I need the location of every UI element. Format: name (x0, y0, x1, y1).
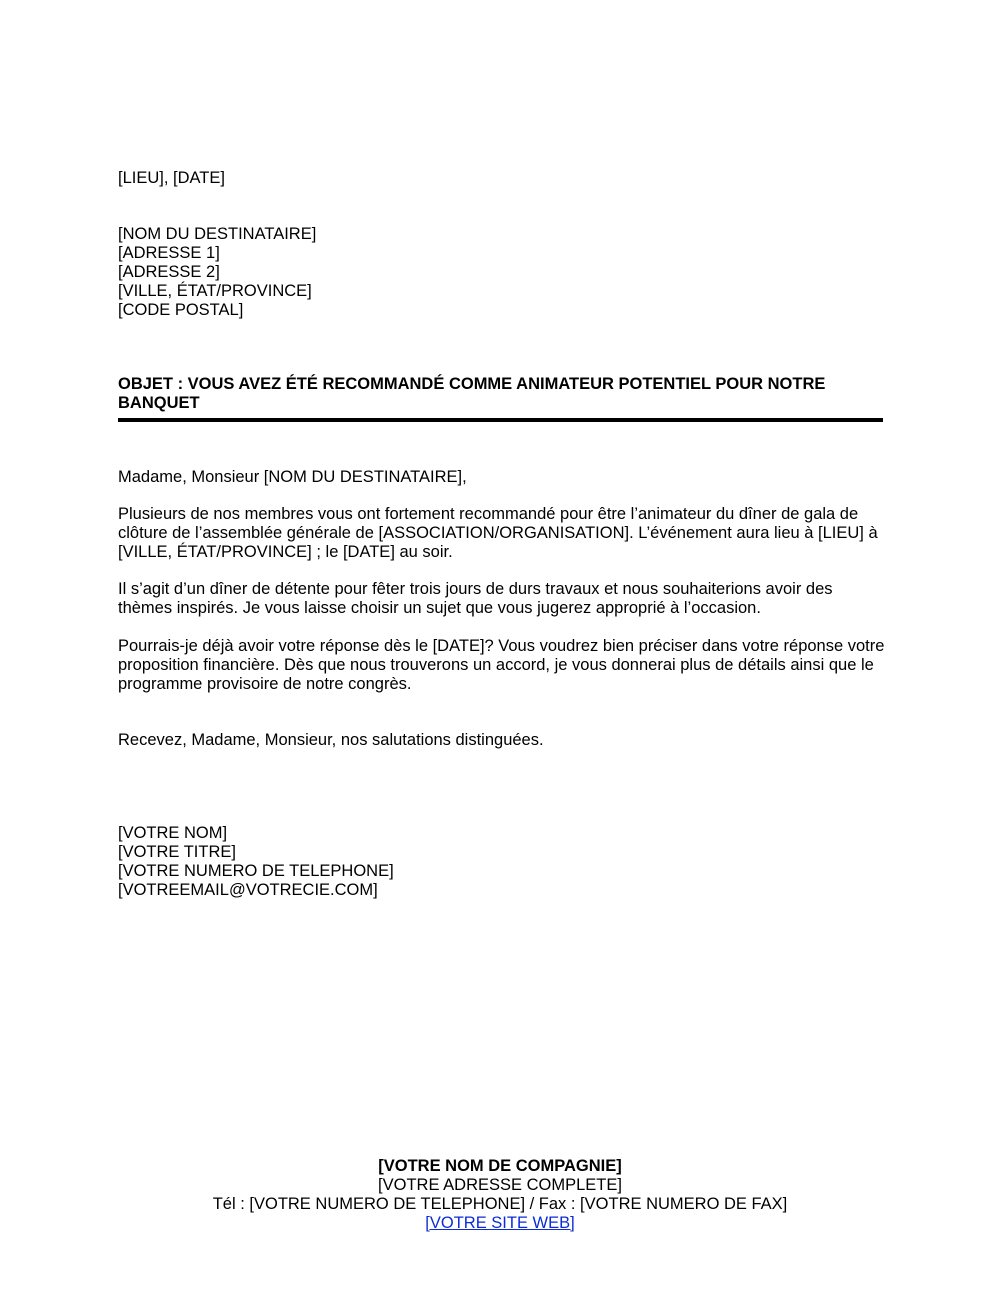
signature-title: [VOTRE TITRE] (118, 843, 236, 861)
signature-phone: [VOTRE NUMERO DE TELEPHONE] (118, 862, 394, 880)
subject-line-2: BANQUET (118, 394, 200, 412)
recipient-postal-code: [CODE POSTAL] (118, 301, 244, 319)
body-paragraph-1 (118, 505, 888, 562)
footer-website-link[interactable]: [VOTRE SITE WEB] (425, 1214, 575, 1232)
recipient-city-state: [VILLE, ÉTAT/PROVINCE] (118, 282, 312, 300)
paragraph-line: [VILLE, ÉTAT/PROVINCE] ; le [DATE] au soir. (118, 543, 453, 561)
footer-company: [VOTRE NOM DE COMPAGNIE] (378, 1157, 622, 1175)
paragraph-line: Pourrais-je déjà avoir votre réponse dès le [DATE]? Vous voudrez bien préciser dans votre réponse votre (118, 637, 885, 655)
signature-email: [VOTREEMAIL@VOTRECIE.COM] (118, 881, 378, 899)
paragraph-line: programme provisoire de notre congrès. (118, 675, 412, 693)
recipient-block (118, 225, 888, 320)
paragraph-line: Il s’agit d’un dîner de détente pour fêter trois jours de durs travaux et nous souhaiterions avoir des (118, 580, 833, 598)
body-paragraph-3 (118, 637, 888, 694)
paragraph-line: Plusieurs de nos membres vous ont fortement recommandé pour être l’animateur du dîner de gala de (118, 505, 859, 523)
signature-name: [VOTRE NOM] (118, 824, 228, 842)
company-footer (0, 1157, 1000, 1233)
body-paragraph-2 (118, 580, 888, 618)
signature-block (118, 824, 888, 900)
footer-contact: Tél : [VOTRE NUMERO DE TELEPHONE] / Fax : [VOTRE NUMERO DE FAX] (212, 1195, 788, 1213)
recipient-name: [NOM DU DESTINATAIRE] (118, 225, 317, 243)
footer-address: [VOTRE ADRESSE COMPLETE] (378, 1176, 622, 1194)
subject-divider (118, 418, 883, 422)
recipient-address1: [ADRESSE 1] (118, 244, 220, 262)
salutation: Madame, Monsieur [NOM DU DESTINATAIRE], (118, 468, 467, 486)
subject-line-1: OBJET : VOUS AVEZ ÉTÉ RECOMMANDÉ COMME ANIMATEUR POTENTIEL POUR NOTRE (118, 375, 826, 393)
subject-line (118, 375, 888, 413)
paragraph-line: thèmes inspirés. Je vous laisse choisir un sujet que vous jugerez approprié à l’occasion. (118, 599, 761, 617)
closing: Recevez, Madame, Monsieur, nos salutations distinguées. (118, 731, 544, 749)
paragraph-line: clôture de l’assemblée générale de [ASSOCIATION/ORGANISATION]. L’événement aura lieu à [LIEU] à (118, 524, 878, 542)
paragraph-line: proposition financière. Dès que nous trouverons un accord, je vous donnerai plus de détails ainsi que le (118, 656, 874, 674)
recipient-address2: [ADRESSE 2] (118, 263, 220, 281)
place-date: [LIEU], [DATE] (118, 169, 225, 187)
